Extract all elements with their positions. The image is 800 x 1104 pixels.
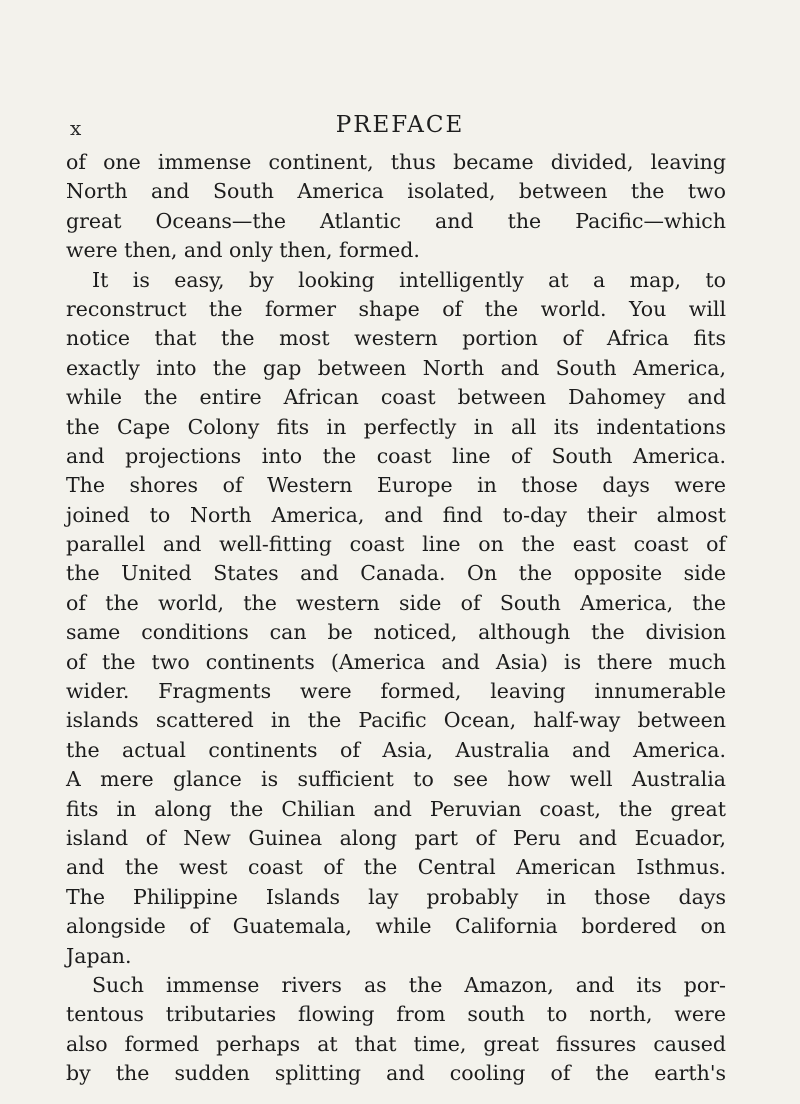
text-line: and projections into the coast line of South America. (66, 443, 726, 468)
text-line: of the two continents (America and Asia) is there much (66, 649, 726, 674)
running-head: PREFACE (335, 112, 465, 138)
text-line: joined to North America, and find to-day their almost (66, 502, 726, 527)
text-line: A mere glance is sufficient to see how well Australia (66, 767, 726, 792)
text-line: notice that the most western portion of Africa fits (66, 326, 726, 351)
page-number: x (70, 116, 83, 140)
text-line: and the west coast of the Central American Isthmus. (66, 855, 726, 880)
text-line: wider. Fragments were formed, leaving innumerable (66, 679, 726, 704)
page-header (0, 112, 800, 142)
text-line: while the entire African coast between Dahomey and (66, 385, 726, 410)
text-line: exactly into the gap between North and South America, (66, 355, 726, 380)
text-line: of one immense continent, thus became divided, leaving (66, 150, 726, 174)
body-text (66, 148, 726, 1089)
text-line: the United States and Canada. On the opposite side (66, 561, 726, 586)
text-line: alongside of Guatemala, while California bordered on (66, 914, 726, 939)
text-line: great Oceans—the Atlantic and the Pacific—which (66, 208, 726, 233)
text-line: The shores of Western Europe in those days were (66, 473, 726, 498)
text-line: island of New Guinea along part of Peru and Ecuador, (66, 825, 726, 850)
text-line: North and South America isolated, between the two (66, 179, 726, 204)
text-line: the Cape Colony fits in perfectly in all its indentations (66, 414, 726, 439)
text-line: of the world, the western side of South America, the (66, 590, 726, 615)
text-line: The Philippine Islands lay probably in those days (66, 884, 726, 909)
text-line: also formed perhaps at that time, great fissures caused (66, 1031, 726, 1056)
text-line: by the sudden splitting and cooling of the earth's (66, 1061, 726, 1086)
text-line: parallel and well-fitting coast line on the east coast of (66, 532, 726, 557)
text-line: were then, and only then, formed. (66, 238, 420, 263)
text-line: the actual continents of Asia, Australia and America. (66, 737, 726, 762)
text-line: same conditions can be noticed, although the division (66, 620, 726, 645)
text-line: It is easy, by looking intelligently at a map, to (92, 267, 726, 292)
text-line: islands scattered in the Pacific Ocean, half-way between (66, 708, 726, 733)
text-line: Such immense rivers as the Amazon, and its por- (92, 972, 726, 997)
text-line: reconstruct the former shape of the world. You will (66, 296, 726, 321)
text-line: tentous tributaries flowing from south to north, were (66, 1002, 726, 1027)
text-line: fits in along the Chilian and Peruvian coast, the great (66, 796, 726, 821)
text-line: Japan. (66, 943, 132, 968)
